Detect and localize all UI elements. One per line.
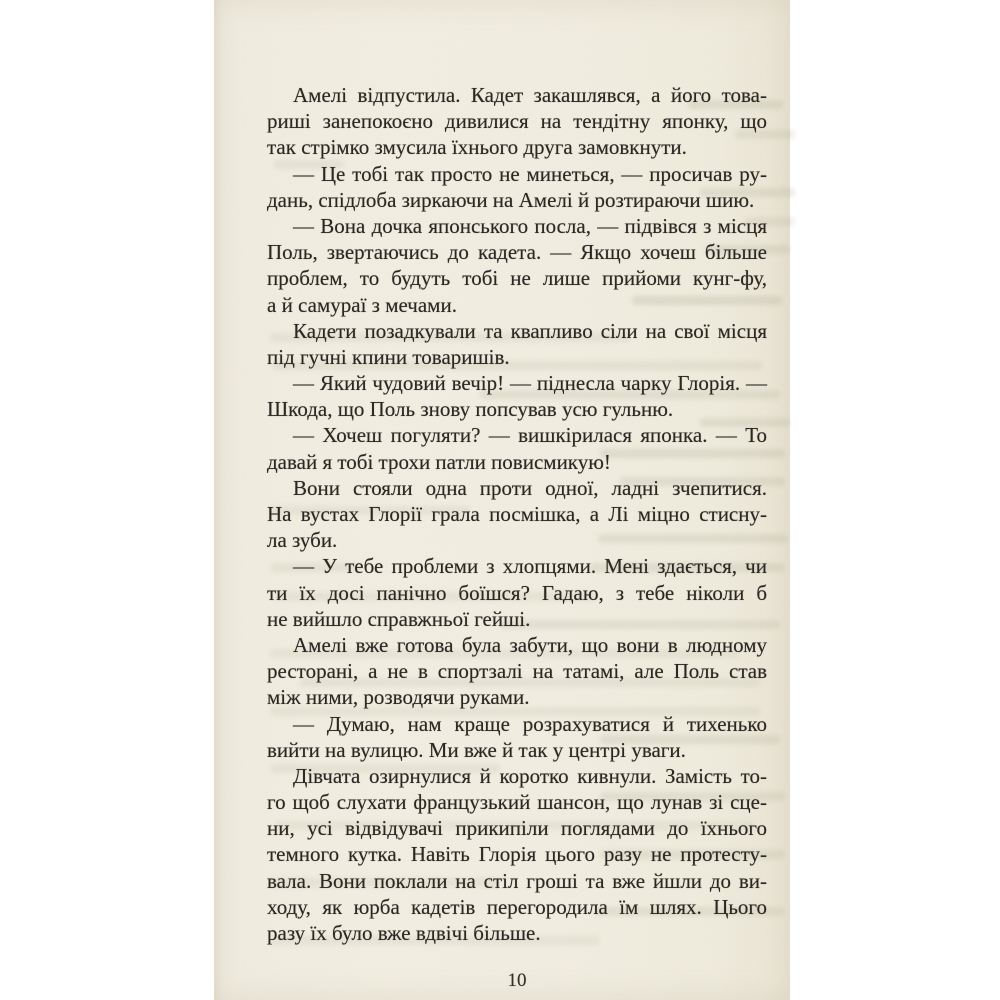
text-line: ти їх досі панічно боїшся? Гадаю, з тебе ніколи б [267,580,768,605]
text-line: давай я тобі трохи патли повисмикую! [267,449,611,474]
text-line: — Який чудовий вечір! — піднесла чарку Глорія. — [293,371,767,396]
text-line: — У тебе проблеми з хлопцями. Мені здається, чи [293,554,767,579]
text-line: вала. Вони поклали на стіл гроші та вже йшли до ви- [267,868,767,893]
text-line: Амелі відпустила. Кадет закашлявся, а його това- [293,83,767,107]
text-line: між ними, розводячи руками. [267,685,530,710]
text-line: На вустах Глорії грала посмішка, а Лі міцно стисну- [267,502,767,526]
text-line: так стрімко змусила їхнього друга замовкнути. [267,135,687,160]
text-line: не вийшло справжньої гейші. [267,606,531,631]
text-line: Дівчата озирнулися й коротко кивнули. Замість то- [293,763,767,788]
paper-sheet [214,0,790,1000]
text-block [267,82,767,946]
text-line: Поль, звертаючись до кадета. — Якщо хочеш більше [267,240,768,265]
text-line: а й самураї з мечами. [267,292,457,317]
text-line: Вони стояли одна проти одної, ладні зчепитися. [293,475,767,500]
text-line: — Це тобі так просто не минеться, — просичав ру- [293,161,767,186]
text-line: — Вона дочка японського посла, — підвівся з місця [293,213,768,238]
text-line: Амелі вже готова була забути, що вони в людному [293,632,768,657]
text-line: — Хочеш погуляти? — вишкірилася японка. — То [293,423,767,448]
text-line: під гучні кпини товаришів. [267,344,510,369]
page-number: 10 [507,970,527,991]
text-line: риші занепокоєно дивилися на тендітну японку, що [267,109,767,134]
text-line: го щоб слухати французький шансон, що лунав зі сце- [267,790,767,815]
text-line: ходу, як юрба кадетів перегородила їм шлях. Цього [267,894,768,919]
text-line: темного кутка. Навіть Глорія цього разу не протесту- [267,842,767,867]
text-line: проблем, то будуть тобі не лише прийоми кунг-фу, [267,266,768,291]
text-line: дань, спідлоба зиркаючи на Амелі й розтираючи шию. [267,187,755,212]
text-line: вийти на вулицю. Ми вже й так у центрі уваги. [267,737,686,762]
text-line: Шкода, що Поль знову попсував усю гульню. [267,397,674,422]
text-line: ла зуби. [267,528,338,553]
text-line: — Думаю, нам краще розрахуватися й тихенько [293,711,768,736]
text-line: ресторані, а не в спортзалі на татамі, але Поль став [267,659,768,684]
text-line: ни, усі відвідувачі прикипіли поглядами до їхнього [267,816,768,841]
text-line: разу їх було вже вдвічі більше. [267,921,541,945]
text-line: Кадети позадкували та квапливо сіли на свої місця [293,318,767,343]
